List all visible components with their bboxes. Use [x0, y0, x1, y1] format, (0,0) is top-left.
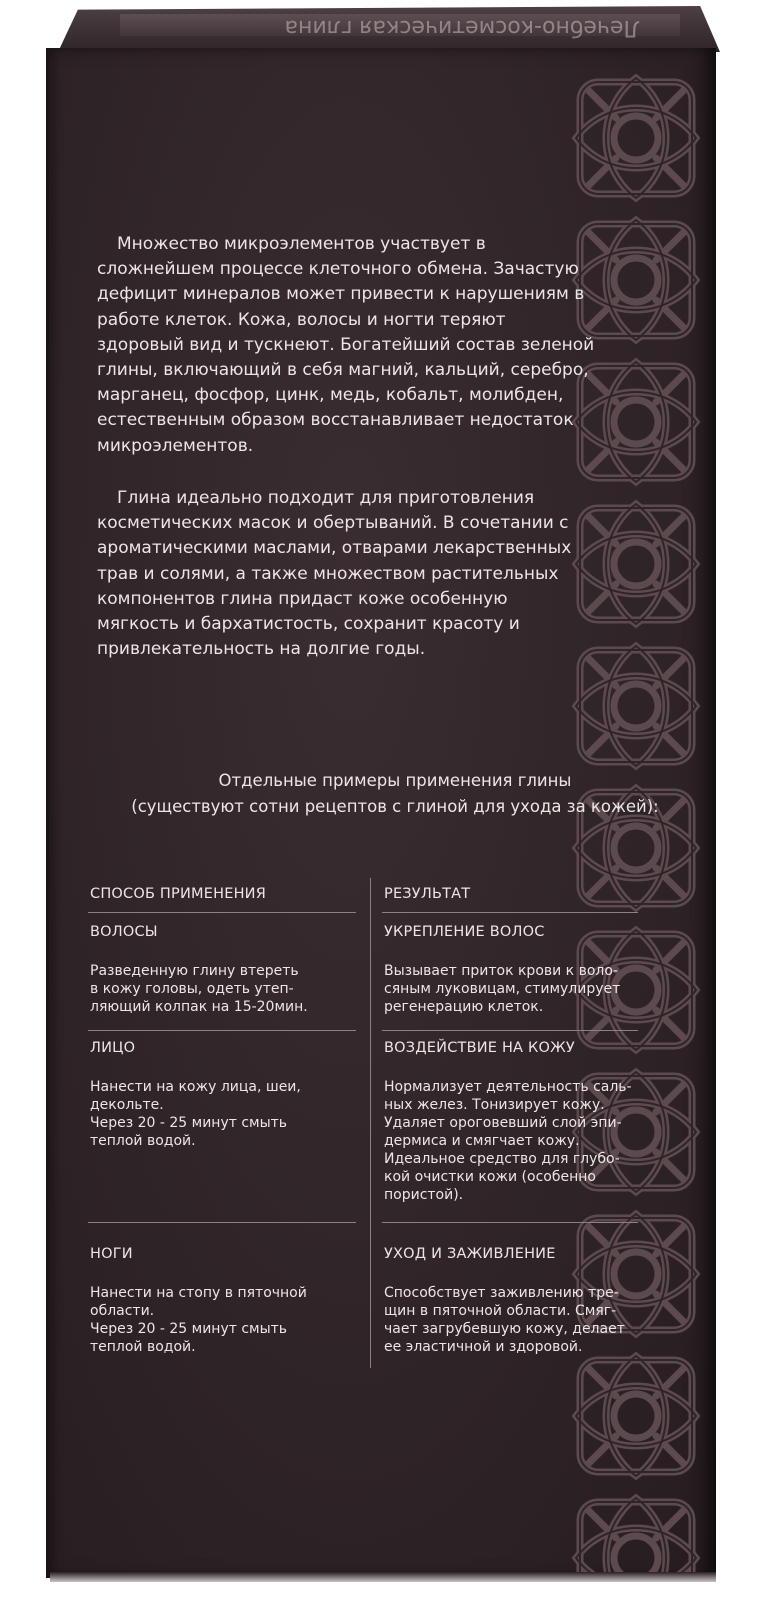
row-divider-left: [88, 1222, 356, 1223]
intro-paragraph-2: [97, 486, 677, 662]
box-top-mirrored-text: Лечебно-косметическая глина: [284, 15, 640, 40]
row-face-title: ЛИЦО: [90, 1040, 136, 1056]
paragraph-line: марганец, фосфор, цинк, медь, кобальт, молибден,: [97, 385, 564, 406]
paragraph-line: здоровый вид и тускнеют. Богатейший состав зеленой: [97, 334, 595, 355]
row-feet-title: НОГИ: [90, 1246, 133, 1262]
row-divider-right: [382, 1030, 638, 1031]
usage-table: [88, 878, 668, 1378]
paragraph-line: сложнейшем процессе клеточного обмена. Зачастую: [97, 259, 579, 280]
celtic-knot-tile: [576, 78, 696, 198]
row-hair-method: [90, 962, 350, 1016]
paragraph-line: ароматическими маслами, отварами лекарственных: [97, 538, 572, 559]
examples-title: [110, 768, 680, 820]
celtic-knot-tile: [576, 1498, 696, 1578]
table-line: ных желез. Тонизирует кожу.: [384, 1097, 605, 1113]
table-line: Через 20 - 25 минут смыть: [90, 1321, 288, 1337]
table-line: Идеальное средство для глубо-: [384, 1151, 620, 1167]
row-face-result: [384, 1078, 644, 1204]
table-line: Через 20 - 25 минут смыть: [90, 1115, 288, 1131]
table-line: щин в пяточной области. Смяг-: [384, 1303, 617, 1319]
table-line: Нанести на стопу в пяточной: [90, 1285, 307, 1301]
paragraph-line: работе клеток. Кожа, волосы и ногти теряют: [97, 309, 506, 330]
table-line: дермиса и смягчает кожу.: [384, 1133, 580, 1149]
row-hair-result-title: УКРЕПЛЕНИЕ ВОЛОС: [384, 924, 545, 940]
table-line: Нормализует деятельность саль-: [384, 1079, 632, 1095]
row-feet-method: [90, 1284, 350, 1356]
table-line: теплой водой.: [90, 1133, 196, 1149]
paragraph-line: привлекательность на долгие годы.: [97, 639, 426, 660]
table-line: чает загрубевшую кожу, делает: [384, 1321, 625, 1337]
table-line: Удаляет ороговевший слой эпи-: [384, 1115, 622, 1131]
row-feet-result: [384, 1284, 644, 1356]
paragraph-line: глины, включающий в себя магний, кальций, серебро,: [97, 360, 589, 381]
table-line: сяным луковицам, стимулирует: [384, 981, 621, 997]
paragraph-line: трав и солями, а также множеством растительных: [97, 563, 559, 584]
row-face-method: [90, 1078, 350, 1150]
row-feet-result-title: УХОД И ЗАЖИВЛЕНИЕ: [384, 1246, 556, 1262]
paragraph-line: мягкость и бархатистость, сохранит красоту и: [97, 614, 520, 635]
row-divider-right: [382, 1222, 638, 1223]
table-line: теплой водой.: [90, 1339, 196, 1355]
table-line: пористой).: [384, 1187, 464, 1203]
row-hair-title: ВОЛОСЫ: [90, 924, 158, 940]
intro-paragraph-2-text: [97, 486, 677, 662]
examples-title-line-1: Отдельные примеры применения глины: [218, 771, 572, 790]
paragraph-line: естественным образом восстанавливает недостаток: [97, 410, 574, 431]
row-divider-left: [88, 1030, 356, 1031]
table-line: ее эластичной и здоровой.: [384, 1339, 583, 1355]
examples-title-line-2: (существуют сотни рецептов с глиной для ухода за кожей):: [131, 797, 659, 816]
table-header-divider-left: [88, 912, 356, 913]
paragraph-line: Множество микроэлементов участвует в: [117, 234, 486, 254]
celtic-knot-tile: [576, 646, 696, 766]
table-line: Разведенную глину втереть: [90, 963, 299, 979]
table-line: кой очистки кожи (особенно: [384, 1169, 596, 1185]
table-line: Вызывает приток крови к воло-: [384, 963, 618, 979]
table-line: декольте.: [90, 1097, 164, 1113]
paragraph-line: микроэлементов.: [97, 435, 254, 456]
table-line: Нанести на кожу лица, шеи,: [90, 1079, 301, 1095]
table-line: ляющий колпак на 15-20мин.: [90, 999, 308, 1015]
table-header-right: РЕЗУЛЬТАТ: [384, 886, 471, 902]
table-header-divider-right: [382, 912, 638, 913]
row-hair-result: [384, 962, 644, 1016]
table-line: Способствует заживлению тре-: [384, 1285, 619, 1301]
paragraph-line: компонентов глина придаст коже особенную: [97, 588, 508, 609]
table-line: в кожу головы, одеть утеп-: [90, 981, 294, 997]
paragraph-line: Глина идеально подходит для приготовления: [117, 488, 535, 508]
box-right-shade: [702, 48, 716, 1578]
table-column-divider: [370, 878, 371, 1368]
paragraph-line: косметических масок и обертываний. В сочетании с: [97, 513, 569, 534]
table-line: области.: [90, 1303, 155, 1319]
row-face-result-title: ВОЗДЕЙСТВИЕ НА КОЖУ: [384, 1040, 575, 1056]
table-header-left: СПОСОБ ПРИМЕНЕНИЯ: [90, 886, 266, 902]
paragraph-line: дефицит минералов может привести к нарушениям в: [97, 284, 585, 305]
intro-paragraph-1-text: [97, 232, 677, 459]
intro-paragraph-1: [97, 232, 677, 459]
box-bottom-edge: [50, 1572, 716, 1582]
table-line: регенерацию клеток.: [384, 999, 544, 1015]
